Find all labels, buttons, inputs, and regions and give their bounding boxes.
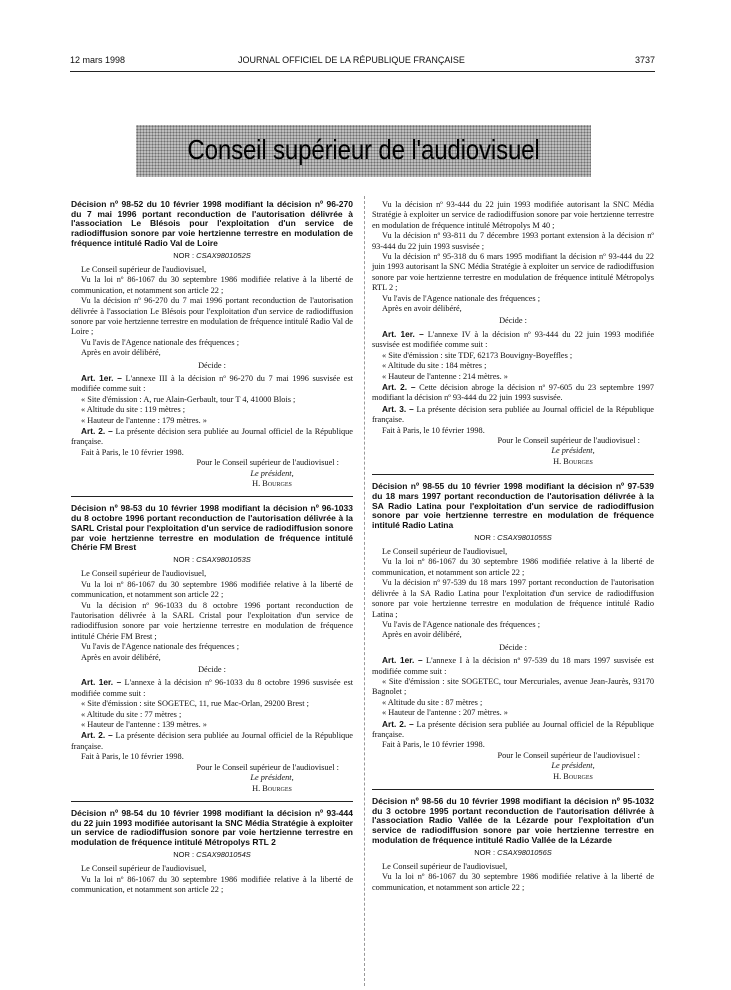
article-paragraph [372, 719, 654, 741]
signature-name: H. Bourges [553, 771, 593, 781]
article-label: Art. 1er. – [81, 372, 122, 383]
decision-title: Décision nº 98-53 du 10 février 1998 modifiant la décision nº 96-1033 du 8 octobre 1996 portant reconduction de l'autorisation délivrée à la SARL Cristal pour l'exploitation d'un service de radiodiffusion sonore par voie hertzienne terrestre en modulation de fréquence intitulé Chérie FM Brest [71, 503, 353, 553]
article-text: L'annexe IV à la décision nº 93-444 du 22 juin 1993 modifiée susvisée est modifiée comme suit : [372, 329, 654, 350]
decision-separator [71, 801, 353, 802]
visa-paragraph: Après en avoir délibéré, [81, 348, 161, 358]
article-paragraph [372, 382, 654, 404]
nor-reference [71, 251, 353, 261]
visa-paragraph: Le Conseil supérieur de l'audiovisuel, [81, 569, 207, 579]
visa-paragraph: Vu la décision nº 95-318 du 6 mars 1995 modifiant la décision nº 93-444 du 22 juin 1993 autorisant la SNC Média Stratégie à exploiter un service de radiodiffusion sonore par voie hertzienne terrestre en modulation de fréquence intitulé Métropolys RTL 2 ; [372, 252, 654, 293]
nor-code: CSAX9801055S [497, 532, 552, 542]
visa-paragraph: Le Conseil supérieur de l'audiovisuel, [81, 864, 207, 874]
nor-code: CSAX9801054S [196, 849, 251, 859]
header-rule [70, 71, 655, 72]
article-text: Cette décision abroge la décision nº 97-605 du 23 septembre 1997 modifiant la décision nº 93-444 du 22 juin 1993 susvisée. [372, 382, 655, 403]
list-item: « Altitude du site : 77 mètres ; [81, 709, 182, 719]
visa-paragraph: Le Conseil supérieur de l'audiovisuel, [382, 547, 508, 557]
signature-intro: Pour le Conseil supérieur de l'audiovisuel : [196, 762, 339, 772]
decision-98-54-start [71, 809, 353, 895]
article-text: L'annexe III à la décision nº 96-270 du 7 mai 1996 susvisée est modifiée comme suit : [71, 373, 353, 394]
article-paragraph [71, 373, 353, 395]
article-label: Art. 1er. – [382, 328, 424, 339]
list-item: « Hauteur de l'antenne : 214 mètres. » [382, 371, 508, 381]
visa-paragraph: Vu la décision nº 93-444 du 22 juin 1993 modifiée autorisant la SNC Média Stratégie à exploiter un service de radiodiffusion sonore par voie hertzienne terrestre en modulation de fréquence intitulé Métropolys M 40 ; [372, 200, 654, 230]
list-item: « Hauteur de l'antenne : 207 mètres. » [382, 708, 508, 718]
visa-paragraph: Vu la décision nº 96-270 du 7 mai 1996 portant reconduction de l'autorisation délivrée à l'association Le Blésois pour l'exploitation d'un service de radiodiffusion sonore par voie hertzienne terrestre en modulation de fréquence intitulé Radio Val de Loire ; [71, 296, 353, 337]
list-item: « Altitude du site : 119 mètres ; [81, 405, 186, 415]
nor-code: CSAX9801053S [196, 554, 251, 564]
fait-line: Fait à Paris, le 10 février 1998. [382, 425, 485, 435]
list-item: « Site d'émission : site SOGETEC, 11, rue Mac-Orlan, 29200 Brest ; [81, 699, 309, 709]
fait-line: Fait à Paris, le 10 février 1998. [81, 752, 184, 762]
nor-label: NOR : [474, 532, 496, 542]
section-title: Conseil supérieur de l'audiovisuel [187, 134, 540, 165]
signature-title: Le président, [551, 761, 595, 771]
signature-title: Le président, [250, 773, 294, 783]
header-date: 12 mars 1998 [70, 55, 126, 65]
article-text: La présente décision sera publiée au Journal officiel de la République française. [372, 404, 654, 425]
article-paragraph [372, 655, 654, 677]
decision-title: Décision nº 98-55 du 10 février 1998 modifiant la décision nº 97-539 du 18 mars 1997 portant reconduction de l'autorisation délivrée à la SA Radio Latina pour l'exploitation d'un service de radiodiffusion sonore par voie hertzienne terrestre en modulation de fréquence intitulé Radio Latina [372, 481, 654, 530]
signature-intro: Pour le Conseil supérieur de l'audiovisuel : [196, 458, 339, 468]
article-paragraph [372, 404, 654, 426]
article-text: La présente décision sera publiée au Journal officiel de la République française. [71, 731, 353, 751]
decision-separator [71, 496, 353, 497]
decision-separator [372, 789, 654, 790]
visa-paragraph: Vu l'avis de l'Agence nationale des fréquences ; [382, 619, 540, 629]
article-paragraph [71, 677, 353, 699]
nor-reference [71, 850, 353, 860]
visa-paragraph: Vu la décision nº 97-539 du 18 mars 1997 portant reconduction de l'autorisation délivrée à la SA Radio Latina pour l'exploitation d'un service de radiodiffusion sonore par voie hertzienne terrestre en modulation de fréquence intitulé Radio Latina ; [372, 578, 654, 619]
signature-title: Le président, [250, 468, 294, 478]
article-text: L'annexe à la décision nº 96-1033 du 8 octobre 1996 susvisée est modifiée comme suit : [71, 678, 354, 698]
decision-98-56 [372, 797, 654, 893]
list-item: « Site d'émission : site SOGETEC, tour Mercuriales, avenue Jean-Jaurès, 93170 Bagnolet ; [372, 676, 654, 697]
section-banner [136, 125, 591, 177]
decision-title: Décision nº 98-52 du 10 février 1998 modifiant la décision nº 96-270 du 7 mai 1996 portant reconduction de l'autorisation délivrée à l'association Le Blésois pour l'exploitation d'un service de radiodiffusion sonore par voie hertzienne terrestre en modulation de fréquence intitulé Radio Val de Loire [71, 199, 353, 248]
decide-heading: Décide : [198, 665, 226, 675]
visa-paragraph: Vu la décision nº 93-811 du 7 décembre 1993 portant extension à la décision nº 93-444 du 22 juin 1993 susvisée ; [372, 231, 654, 251]
visa-paragraph: Après en avoir délibéré, [382, 630, 462, 640]
decide-heading: Décide : [198, 360, 226, 370]
article-paragraph [372, 329, 654, 351]
list-item: « Hauteur de l'antenne : 179 mètres. » [81, 415, 207, 425]
decision-98-53 [71, 504, 353, 793]
fait-line: Fait à Paris, le 10 février 1998. [382, 740, 485, 750]
visa-paragraph: Le Conseil supérieur de l'audiovisuel, [382, 861, 508, 871]
signature-title: Le président, [551, 446, 595, 456]
right-column [372, 200, 654, 893]
article-paragraph [71, 426, 353, 448]
visa-paragraph: Vu l'avis de l'Agence nationale des fréquences ; [382, 293, 540, 303]
article-label: Art. 2. – [382, 718, 414, 729]
header-page-number: 3737 [634, 55, 655, 65]
list-item: « Hauteur de l'antenne : 139 mètres. » [81, 720, 207, 730]
running-header [70, 55, 655, 69]
signature-intro: Pour le Conseil supérieur de l'audiovisuel : [497, 750, 640, 760]
nor-reference [372, 533, 654, 543]
list-item: « Site d'émission : site TDF, 62173 Bouvigny-Boyeffles ; [382, 350, 573, 360]
signature-name: H. Bourges [252, 479, 292, 489]
list-item: « Altitude du site : 184 mètres ; [382, 361, 487, 371]
visa-paragraph: Vu la loi nº 86-1067 du 30 septembre 1986 modifiée relative à la liberté de communication, et notamment son article 22 ; [372, 872, 654, 892]
article-text: La présente décision sera publiée au Journal officiel de la République française. [372, 719, 654, 739]
signature-name: H. Bourges [252, 783, 292, 793]
article-label: Art. 2. – [382, 381, 416, 392]
decide-heading: Décide : [499, 316, 527, 326]
visa-paragraph: Vu la décision nº 96-1033 du 8 octobre 1996 portant reconduction de l'autorisation délivrée à la SARL Cristal pour l'exploitation d'un service de radiodiffusion sonore par voie hertzienne terrestre en modulation de fréquence intitulé Chérie FM Brest ; [71, 600, 353, 641]
signature-name: H. Bourges [553, 456, 593, 466]
decision-98-52 [71, 200, 353, 489]
visa-paragraph: Après en avoir délibéré, [81, 652, 161, 662]
decision-98-55 [372, 482, 654, 782]
decision-title: Décision nº 98-56 du 10 février 1998 modifiant la décision nº 95-1032 du 3 octobre 1995 portant reconduction de l'autorisation délivrée à l'association Radio Vallée de la Lézarde pour l'exploitation d'un service de radiodiffusion sonore par voie hertzienne terrestre en modulation de fréquence intitulé Radio Vallée de la Lézarde [372, 796, 654, 845]
visa-paragraph: Vu la loi nº 86-1067 du 30 septembre 1986 modifiée relative à la liberté de communication, et notamment son article 22 ; [71, 275, 353, 295]
visa-paragraph: Vu la loi nº 86-1067 du 30 septembre 1986 modifiée relative à la liberté de communication, et notamment son article 22 ; [71, 579, 353, 600]
visa-paragraph: Après en avoir délibéré, [382, 304, 462, 314]
nor-label: NOR : [173, 554, 195, 564]
article-text: La présente décision sera publiée au Journal officiel de la République française. [71, 427, 353, 447]
visa-paragraph: Vu l'avis de l'Agence nationale des fréquences ; [81, 642, 239, 652]
signature-intro: Pour le Conseil supérieur de l'audiovisuel : [497, 435, 640, 445]
article-label: Art. 3. – [382, 403, 414, 414]
article-text: L'annexe I à la décision nº 97-539 du 18 mars 1997 susvisée est modifiée comme suit : [372, 656, 654, 676]
decision-98-54-continued [372, 200, 654, 467]
nor-reference [372, 848, 654, 858]
nor-reference [71, 555, 353, 565]
visa-paragraph: Vu l'avis de l'Agence nationale des fréquences ; [81, 337, 239, 347]
nor-label: NOR : [173, 849, 195, 859]
nor-label: NOR : [474, 847, 496, 857]
visa-paragraph: Vu la loi nº 86-1067 du 30 septembre 1986 modifiée relative à la liberté de communication, et notamment son article 22 ; [71, 874, 353, 894]
article-label: Art. 1er. – [81, 677, 122, 688]
column-divider [364, 196, 365, 986]
left-column [71, 200, 353, 895]
decide-heading: Décide : [499, 642, 527, 652]
visa-paragraph: Le Conseil supérieur de l'audiovisuel, [81, 264, 207, 274]
nor-code: CSAX9801056S [497, 847, 552, 857]
list-item: « Site d'émission : A, rue Alain-Gerbault, tour T 4, 41000 Blois ; [81, 394, 296, 404]
fait-line: Fait à Paris, le 10 février 1998. [81, 447, 184, 457]
article-label: Art. 1er. – [382, 655, 423, 666]
decision-separator [372, 474, 654, 475]
article-label: Art. 2. – [81, 426, 113, 437]
article-paragraph [71, 730, 353, 752]
visa-paragraph: Vu la loi nº 86-1067 du 30 septembre 1986 modifiée relative à la liberté de communication, et notamment son article 22 ; [372, 557, 654, 577]
nor-code: CSAX9801052S [196, 250, 251, 260]
article-label: Art. 2. – [81, 730, 113, 741]
decision-title: Décision nº 98-54 du 10 février 1998 modifiant la décision nº 93-444 du 22 juin 1993 modifiée autorisant la SNC Média Stratégie à exploiter un service de radiodiffusion sonore par voie hertzienne terrestre en modulation de fréquence intitulé Métropolys RTL 2 [71, 807, 353, 848]
list-item: « Altitude du site : 87 mètres ; [382, 697, 483, 707]
nor-label: NOR : [173, 250, 195, 260]
header-journal-title: JOURNAL OFFICIEL DE LA RÉPUBLIQUE FRANÇAISE [238, 55, 465, 65]
